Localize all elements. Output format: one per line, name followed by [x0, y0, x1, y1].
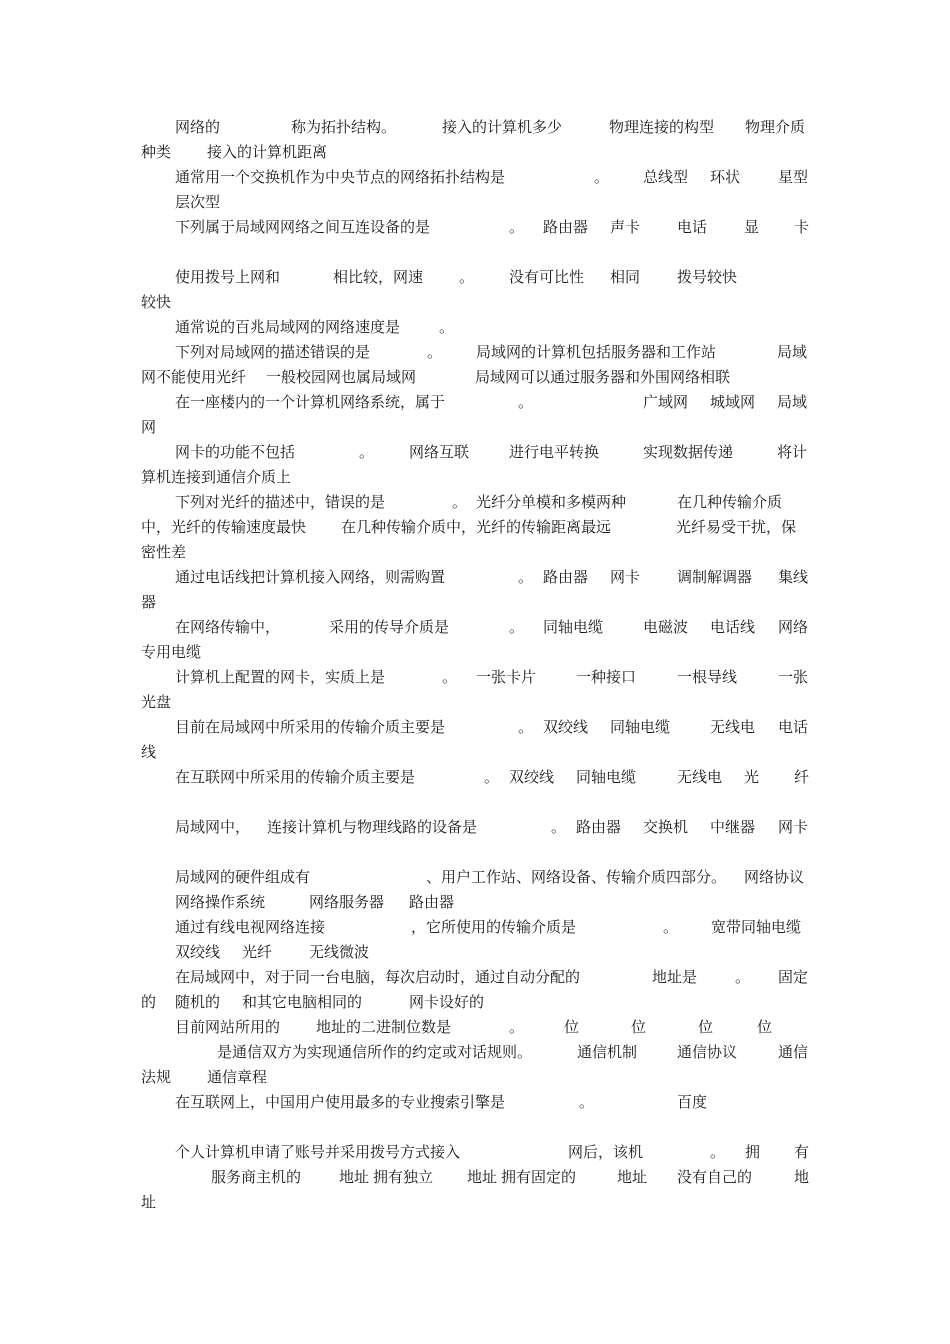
text-run: 无线电: [710, 718, 756, 736]
text-run: 。: [735, 968, 751, 986]
text-run: 光: [744, 768, 760, 786]
text-run: 下列对光纤的描述中，错误的是: [175, 493, 386, 511]
text-run: 局域: [777, 343, 808, 361]
text-run: 相比较，网速: [333, 268, 424, 286]
text-run: 双绞线: [509, 768, 555, 786]
text-line: [175, 440, 809, 465]
text-run: 在互联网中所采用的传输介质主要是: [175, 768, 416, 786]
text-run: 网络的: [175, 118, 221, 136]
text-run: 。: [442, 668, 458, 686]
text-run: 有: [794, 1143, 810, 1161]
text-run: 路由器: [576, 818, 622, 836]
text-line: [141, 515, 809, 540]
text-run: 使用拨号上网和: [175, 268, 281, 286]
text-run: 声卡: [610, 218, 641, 236]
text-run: 较快: [141, 293, 172, 311]
text-run: 光盘: [141, 693, 172, 711]
text-run: 拥有固定的: [501, 1168, 577, 1186]
text-run: 同轴电缆: [610, 718, 671, 736]
text-run: 在一座楼内的一个计算机网络系统，属于: [175, 393, 446, 411]
text-run: 。: [509, 1018, 525, 1036]
text-run: 。: [509, 218, 525, 236]
text-run: 位: [698, 1018, 714, 1036]
text-run: 环状: [710, 168, 741, 186]
text-run: 百度: [677, 1093, 708, 1111]
text-line: [141, 990, 809, 1015]
text-run: 实现数据传递: [643, 443, 734, 461]
text-run: 没有自己的: [677, 1168, 753, 1186]
text-run: 显: [744, 218, 760, 236]
text-run: 接入的计算机距离: [207, 143, 328, 161]
text-line: [141, 740, 809, 765]
text-run: 无线电: [677, 768, 723, 786]
text-run: 拥: [745, 1143, 761, 1161]
text-run: 层次型: [175, 193, 221, 211]
text-line: [175, 865, 809, 890]
text-run: 中，光纤的传输速度最快: [141, 518, 307, 536]
text-run: 网络操作系统: [175, 893, 266, 911]
text-line: [175, 390, 809, 415]
text-line: [175, 765, 809, 790]
text-run: 网不能使用光纤: [141, 368, 247, 386]
text-line: [141, 540, 809, 565]
text-run: 网络: [778, 618, 809, 636]
text-run: 。: [518, 718, 534, 736]
text-run: 广域网: [643, 393, 689, 411]
text-line: [175, 1165, 809, 1190]
text-run: 卡: [794, 218, 810, 236]
text-line: [175, 815, 809, 840]
text-run: 和其它电脑相同的: [242, 993, 363, 1011]
text-run: 一根导线: [677, 668, 738, 686]
text-run: 在几种传输介质中，光纤的传输距离最远: [341, 518, 612, 536]
text-line: [141, 465, 809, 490]
text-run: 将计: [777, 443, 808, 461]
text-run: 网卡: [778, 818, 809, 836]
text-run: 电磁波: [643, 618, 689, 636]
text-run: 种类: [141, 143, 172, 161]
text-run: 网络协议: [744, 868, 805, 886]
text-run: 交换机: [643, 818, 689, 836]
text-run: 下列对局域网的描述错误的是: [175, 343, 371, 361]
text-run: 相同: [610, 268, 641, 286]
text-line: [175, 565, 809, 590]
text-run: 位: [757, 1018, 773, 1036]
text-run: 地址: [467, 1168, 498, 1186]
text-run: 光纤: [242, 943, 273, 961]
text-run: 城域网: [710, 393, 756, 411]
text-run: 拥有独立: [373, 1168, 434, 1186]
text-run: 双绞线: [175, 943, 221, 961]
text-line: [141, 690, 809, 715]
text-run: 在网络传输中，: [175, 618, 281, 636]
text-run: 。: [427, 343, 443, 361]
text-run: 。: [509, 618, 525, 636]
text-run: 在局域网中，对于同一台电脑，每次启动时，通过自动分配的: [175, 968, 581, 986]
text-line: [175, 665, 809, 690]
text-run: 。: [452, 493, 468, 511]
text-run: 位: [564, 1018, 580, 1036]
text-line: [175, 915, 809, 940]
text-run: 。: [439, 318, 455, 336]
text-line: [175, 615, 809, 640]
text-run: 计算机上配置的网卡，实质上是: [175, 668, 386, 686]
text-line: [141, 140, 809, 165]
text-run: 宽带同轴电缆: [711, 918, 802, 936]
text-run: 。: [484, 768, 500, 786]
text-line: [141, 290, 809, 315]
text-run: 。: [663, 918, 679, 936]
text-run: 。: [710, 1143, 726, 1161]
text-run: 下列属于局域网网络之间互连设备的是: [175, 218, 431, 236]
text-line: [175, 315, 809, 340]
text-run: 专用电缆: [141, 643, 202, 661]
text-run: 。: [594, 168, 610, 186]
text-run: 进行电平转换: [509, 443, 600, 461]
text-run: 无线微波: [309, 943, 370, 961]
text-run: 地: [794, 1168, 810, 1186]
text-run: 局域网中，: [175, 818, 251, 836]
text-run: 双绞线: [543, 718, 589, 736]
text-run: 局域: [777, 393, 808, 411]
text-run: 。: [551, 818, 567, 836]
text-run: 一张卡片: [476, 668, 537, 686]
text-run: 路由器: [543, 218, 589, 236]
text-run: 电话线: [710, 618, 756, 636]
text-run: 网络互联: [409, 443, 470, 461]
text-run: 网卡: [610, 568, 641, 586]
text-run: 中继器: [710, 818, 756, 836]
text-line: [141, 365, 809, 390]
text-run: 。: [359, 443, 375, 461]
text-line: [175, 340, 809, 365]
text-run: 通信协议: [677, 1043, 738, 1061]
text-run: 。: [518, 393, 534, 411]
text-run: 个人计算机申请了账号并采用拨号方式接入: [175, 1143, 461, 1161]
text-run: 密性差: [141, 543, 187, 561]
text-line: [175, 940, 809, 965]
text-run: 纤: [794, 768, 810, 786]
text-run: 调制解调器: [677, 568, 753, 586]
text-line: [175, 190, 809, 215]
text-line: [175, 1040, 809, 1065]
text-run: 路由器: [543, 568, 589, 586]
text-run: 一般校园网也属局域网: [266, 368, 417, 386]
text-run: 通信章程: [207, 1068, 268, 1086]
text-line: [175, 965, 809, 990]
text-run: 。: [459, 268, 475, 286]
text-run: 、用户工作站、网络设备、传输介质四部分。: [426, 868, 727, 886]
text-run: 一张: [778, 668, 809, 686]
text-run: 物理介质: [745, 118, 806, 136]
text-run: 连接计算机与物理线路的设备是: [267, 818, 478, 836]
text-line: [175, 265, 809, 290]
text-run: 地址是: [652, 968, 698, 986]
text-run: 通常说的百兆局域网的网络速度是: [175, 318, 401, 336]
text-run: 光纤易受干扰，保: [676, 518, 797, 536]
text-run: 固定: [778, 968, 809, 986]
text-run: 随机的: [175, 993, 221, 1011]
text-run: 地址的二进制位数是: [316, 1018, 452, 1036]
text-run: 是通信双方为实现通信所作的约定或对话规则。: [217, 1043, 533, 1061]
text-run: 地址: [339, 1168, 370, 1186]
text-run: 电话: [778, 718, 809, 736]
text-run: 路由器: [409, 893, 455, 911]
text-run: 网卡的功能不包括: [175, 443, 296, 461]
text-run: 星型: [778, 168, 809, 186]
text-line: [175, 1090, 809, 1115]
text-line: [141, 1065, 809, 1090]
text-run: 接入的计算机多少: [442, 118, 563, 136]
text-run: 通过有线电视网络连接: [175, 918, 326, 936]
text-line: [141, 415, 809, 440]
text-run: 网卡设好的: [409, 993, 485, 1011]
text-line: [175, 115, 809, 140]
text-line: [175, 215, 809, 240]
text-run: 服务商主机的: [211, 1168, 302, 1186]
text-run: 的: [141, 993, 157, 1011]
text-line: [175, 490, 809, 515]
text-run: 。: [518, 568, 534, 586]
text-run: 集线: [778, 568, 809, 586]
text-run: 在互联网上，中国用户使用最多的专业搜索引擎是: [175, 1093, 506, 1111]
text-line: [141, 1190, 809, 1215]
text-run: 通信: [778, 1043, 809, 1061]
text-run: 拨号较快: [677, 268, 738, 286]
text-run: 网后，该机: [568, 1143, 644, 1161]
text-run: 通常用一个交换机作为中央节点的网络拓扑结构是: [175, 168, 506, 186]
text-line: [175, 715, 809, 740]
text-run: 通信机制: [577, 1043, 638, 1061]
text-run: 同轴电缆: [576, 768, 637, 786]
text-line: [175, 165, 809, 190]
text-run: 线: [141, 743, 157, 761]
text-line: [175, 1015, 809, 1040]
text-run: 目前在局域网中所采用的传输介质主要是: [175, 718, 446, 736]
text-run: ，它所使用的传输介质是: [411, 918, 577, 936]
text-run: 一种接口: [576, 668, 637, 686]
text-run: 法规: [141, 1068, 172, 1086]
text-run: 位: [631, 1018, 647, 1036]
text-run: 。: [579, 1093, 595, 1111]
text-run: 总线型: [643, 168, 689, 186]
text-run: 通过电话线把计算机接入网络，则需购置: [175, 568, 446, 586]
text-run: 目前网站所用的: [175, 1018, 281, 1036]
text-run: 网络服务器: [309, 893, 385, 911]
text-line: [141, 590, 809, 615]
text-run: 局域网的硬件组成有: [175, 868, 311, 886]
text-run: 局域网的计算机包括服务器和工作站: [476, 343, 717, 361]
text-line: [175, 1140, 809, 1165]
text-run: 局域网可以通过服务器和外围网络相联: [475, 368, 731, 386]
text-run: 光纤分单模和多模两种: [476, 493, 627, 511]
text-run: 物理连接的构型: [609, 118, 715, 136]
text-run: 在几种传输介质: [677, 493, 783, 511]
text-run: 网: [141, 418, 157, 436]
text-run: 称为拓扑结构。: [291, 118, 397, 136]
text-run: 器: [141, 593, 157, 611]
text-run: 址: [141, 1193, 157, 1211]
text-run: 同轴电缆: [543, 618, 604, 636]
text-run: 电话: [677, 218, 708, 236]
text-run: 没有可比性: [509, 268, 585, 286]
text-run: 地址: [617, 1168, 648, 1186]
text-run: 采用的传导介质是: [329, 618, 450, 636]
text-line: [141, 640, 809, 665]
text-line: [175, 890, 809, 915]
text-run: 算机连接到通信介质上: [141, 468, 292, 486]
